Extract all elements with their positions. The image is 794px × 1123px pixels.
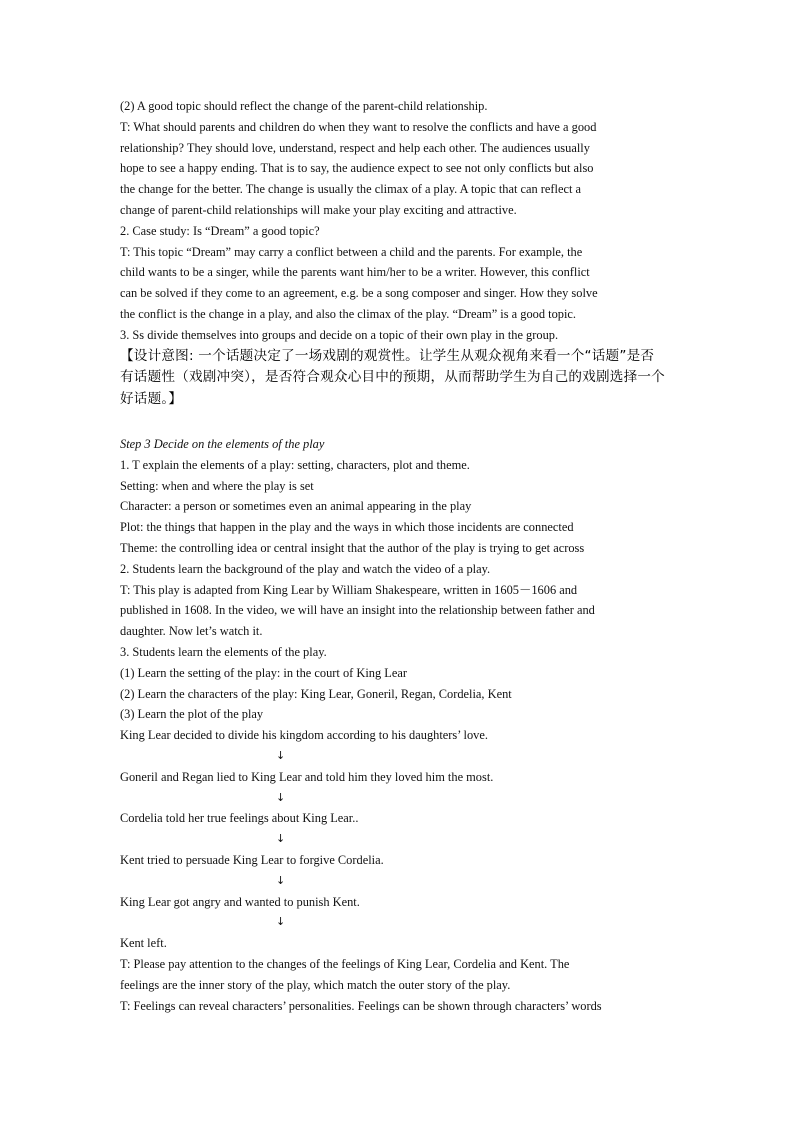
design-intent-note <box>120 346 676 411</box>
text-line: 2. Case study: Is “Dream” a good topic? <box>120 223 320 238</box>
text-line: T: This topic “Dream” may carry a conflict between a child and the parents. For example, the <box>120 244 583 259</box>
text-line: daughter. Now let’s watch it. <box>120 624 263 639</box>
text-line: published in 1608. In the video, we will have an insight into the relationship between father and <box>120 603 595 618</box>
text-line: 2. Students learn the background of the play and watch the video of a play. <box>120 561 491 576</box>
text-line: Character: a person or sometimes even an animal appearing in the play <box>120 499 472 514</box>
plot-step: King Lear got angry and wanted to punish Kent. <box>120 894 360 909</box>
text-line: T: This play is adapted from King Lear by William Shakespeare, written in 1605－1606 and <box>120 582 578 597</box>
text-line: Setting: when and where the play is set <box>120 478 314 493</box>
text-line: (1) Learn the setting of the play: in the court of King Lear <box>120 665 407 680</box>
design-note-line: 好话题。】 <box>120 390 183 407</box>
down-arrow-icon: ↓ <box>276 749 286 763</box>
text-line: child wants to be a singer, while the parents want him/her to be a writer. However, this conflict <box>120 265 590 280</box>
text-line: hope to see a happy ending. That is to say, the audience expect to see not only conflicts but also <box>120 161 594 176</box>
plot-step: Cordelia told her true feelings about King Lear.. <box>120 811 359 826</box>
down-arrow-icon: ↓ <box>276 873 286 887</box>
document-page <box>120 96 676 1016</box>
text-line: 1. T explain the elements of a play: setting, characters, plot and theme. <box>120 457 470 472</box>
design-note-line: 【设计意图: 一个话题决定了一场戏剧的观赏性。让学生从观众视角来看一个“话题”是否 <box>120 347 655 364</box>
plot-step: Goneril and Regan lied to King Lear and told him they loved him the most. <box>120 769 494 784</box>
text-line: 3. Students learn the elements of the play. <box>120 645 327 660</box>
plot-step: Kent left. <box>120 936 167 951</box>
plot-step: King Lear decided to divide his kingdom according to his daughters’ love. <box>120 728 488 743</box>
text-line: T: What should parents and children do when they want to resolve the conflicts and have a good <box>120 119 597 134</box>
blank-line <box>120 410 676 434</box>
text-line: 3. Ss divide themselves into groups and decide on a topic of their own play in the group. <box>120 327 559 342</box>
text-line: T: Please pay attention to the changes of the feelings of King Lear, Cordelia and Kent. The <box>120 956 570 971</box>
text-line: the conflict is the change in a play, and also the climax of the play. “Dream” is a good topic. <box>120 306 577 321</box>
text-line: (3) Learn the plot of the play <box>120 707 264 722</box>
down-arrow-icon: ↓ <box>276 915 286 929</box>
text-line: T: Feelings can reveal characters’ personalities. Feelings can be shown through characters’ words <box>120 998 602 1013</box>
plot-step: Kent tried to persuade King Lear to forgive Cordelia. <box>120 853 384 867</box>
text-line: feelings are the inner story of the play, which match the outer story of the play. <box>120 977 511 992</box>
text-line: (2) Learn the characters of the play: King Lear, Goneril, Regan, Cordelia, Kent <box>120 686 512 701</box>
text-line: relationship? They should love, understand, respect and help each other. The audiences usually <box>120 140 590 155</box>
design-note-line: 有话题性（戏剧冲突），是否符合观众心目中的预期，从而帮助学生为自己的戏剧选择一个 <box>120 369 665 386</box>
down-arrow-icon: ↓ <box>276 832 286 846</box>
text-line: can be solved if they come to an agreement, e.g. be a song composer and singer. How they solve <box>120 286 598 301</box>
text-line: the change for the better. The change is usually the climax of a play. A topic that can reflect a <box>120 182 582 197</box>
text-line: Theme: the controlling idea or central insight that the author of the play is trying to get across <box>120 541 585 556</box>
plot-flow <box>120 725 676 954</box>
text-line: Plot: the things that happen in the play and the ways in which those incidents are connected <box>120 520 574 535</box>
text-line: (2) A good topic should reflect the change of the parent-child relationship. <box>120 99 488 113</box>
step3-heading: Step 3 Decide on the elements of the play <box>120 437 325 452</box>
text-line: change of parent-child relationships will make your play exciting and attractive. <box>120 202 517 217</box>
down-arrow-icon: ↓ <box>276 790 286 804</box>
